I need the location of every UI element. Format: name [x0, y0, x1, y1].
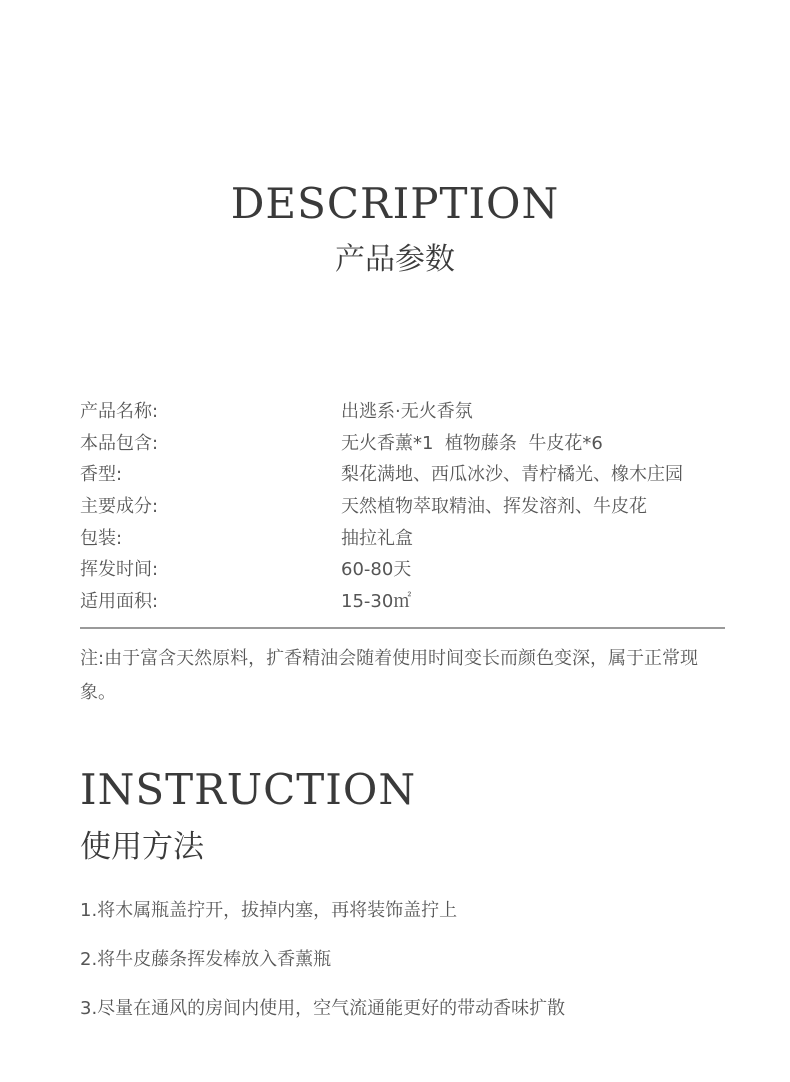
param-label: 包装: — [80, 527, 123, 549]
instruction-step: 2.将牛皮藤条挥发棒放入香薰瓶 — [80, 949, 332, 970]
description-title: DESCRIPTION — [230, 179, 560, 228]
instruction-title: INSTRUCTION — [80, 765, 417, 814]
param-value: 天然植物萃取精油、挥发溶剂、牛皮花 — [341, 495, 647, 517]
instruction-steps-list — [80, 894, 730, 1041]
param-row-contents — [80, 426, 730, 458]
param-row-area — [80, 584, 730, 616]
param-label: 挥发时间: — [80, 559, 159, 581]
param-row-scent — [80, 457, 730, 489]
param-label: 主要成分: — [80, 495, 159, 517]
param-value: 60-80天 — [341, 559, 412, 581]
param-value: 抽拉礼盒 — [341, 527, 413, 549]
product-params-list — [80, 394, 730, 616]
section-divider — [80, 627, 725, 629]
instruction-subtitle: 使用方法 — [80, 829, 204, 865]
param-label: 本品包含: — [80, 432, 159, 454]
description-subtitle: 产品参数 — [335, 242, 455, 277]
instruction-step: 3.尽量在通风的房间内使用，空气流通能更好的带动香味扩散 — [80, 998, 566, 1019]
param-label: 香型: — [80, 464, 123, 486]
param-value: 出逃系·无火香氛 — [341, 400, 473, 422]
instruction-step: 1.将木属瓶盖拧开，拔掉内塞，再将装饰盖拧上 — [80, 900, 458, 921]
param-row-duration — [80, 552, 730, 584]
param-row-ingredients — [80, 489, 730, 521]
param-row-product-name — [80, 394, 730, 426]
param-value: 15-30㎡ — [341, 590, 412, 612]
param-value: 梨花满地、西瓜冰沙、青柠橘光、橡木庄园 — [341, 464, 683, 486]
param-value: 无火香薰*1 植物藤条 牛皮花*6 — [341, 432, 603, 454]
product-note: 注:由于富含天然原料，扩香精油会随着使用时间变长而颜色变深，属于正常现象。 — [80, 648, 699, 703]
param-label: 产品名称: — [80, 400, 159, 422]
param-label: 适用面积: — [80, 590, 159, 612]
param-row-packaging — [80, 521, 730, 553]
